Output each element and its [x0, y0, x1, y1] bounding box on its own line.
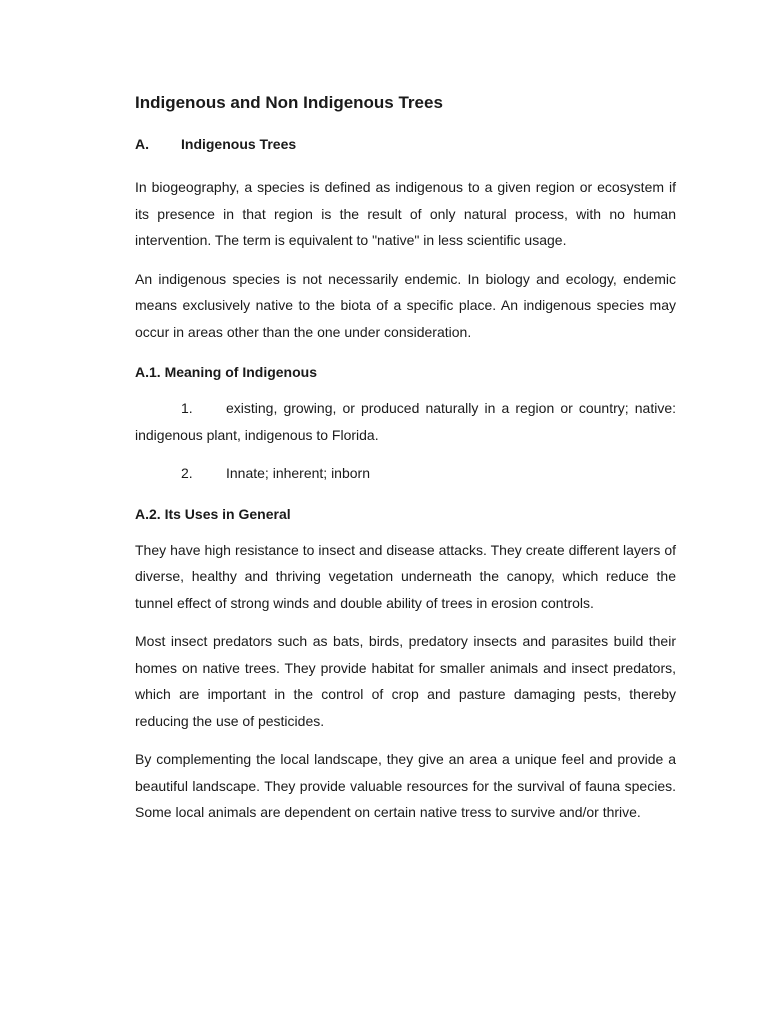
list-item-number: 1.	[181, 400, 193, 416]
section-a-letter: A.	[135, 136, 149, 152]
document-page	[135, 92, 676, 838]
list-item	[135, 460, 676, 487]
paragraph: In biogeography, a species is defined as indigenous to a given region or ecosystem if its presence in that region is the result of only natural process, with no human intervention. The term is equivalent to "native" in less scientific usage.	[135, 179, 676, 248]
list-item-text: Innate; inherent; inborn	[226, 465, 370, 481]
paragraph: Most insect predators such as bats, birds, predatory insects and parasites build their homes on native trees. They provide habitat for smaller animals and insect predators, which are important in the control of crop and pasture damaging pests, thereby reducing the use of pesticides.	[135, 633, 676, 729]
list-item	[135, 395, 676, 448]
paragraph: An indigenous species is not necessarily endemic. In biology and ecology, endemic means exclusively native to the biota of a specific place. An indigenous species may occur in areas other than the one under consideration.	[135, 270, 676, 340]
section-a1-heading: A.1. Meaning of Indigenous	[135, 364, 317, 380]
document-title: Indigenous and Non Indigenous Trees	[135, 93, 443, 112]
list-item-number: 2.	[181, 465, 193, 481]
section-a-heading	[135, 134, 676, 154]
section-a2-heading: A.2. Its Uses in General	[135, 505, 291, 522]
paragraph: By complementing the local landscape, they give an area a unique feel and provide a beautiful landscape. They provide valuable resources for the survival of fauna species. Some local animals are dependent on certain native tress to survive and/or thrive.	[135, 751, 676, 820]
list-item-text: existing, growing, or produced naturally in a region or country; native: indigenous plant, indigenous to Florida.	[135, 400, 676, 443]
section-a-title: Indigenous Trees	[181, 136, 297, 152]
paragraph: They have high resistance to insect and disease attacks. They create different layers of diverse, healthy and thriving vegetation underneath the canopy, which reduce the tunnel effect of strong winds and double ability of trees in erosion controls.	[135, 541, 676, 611]
